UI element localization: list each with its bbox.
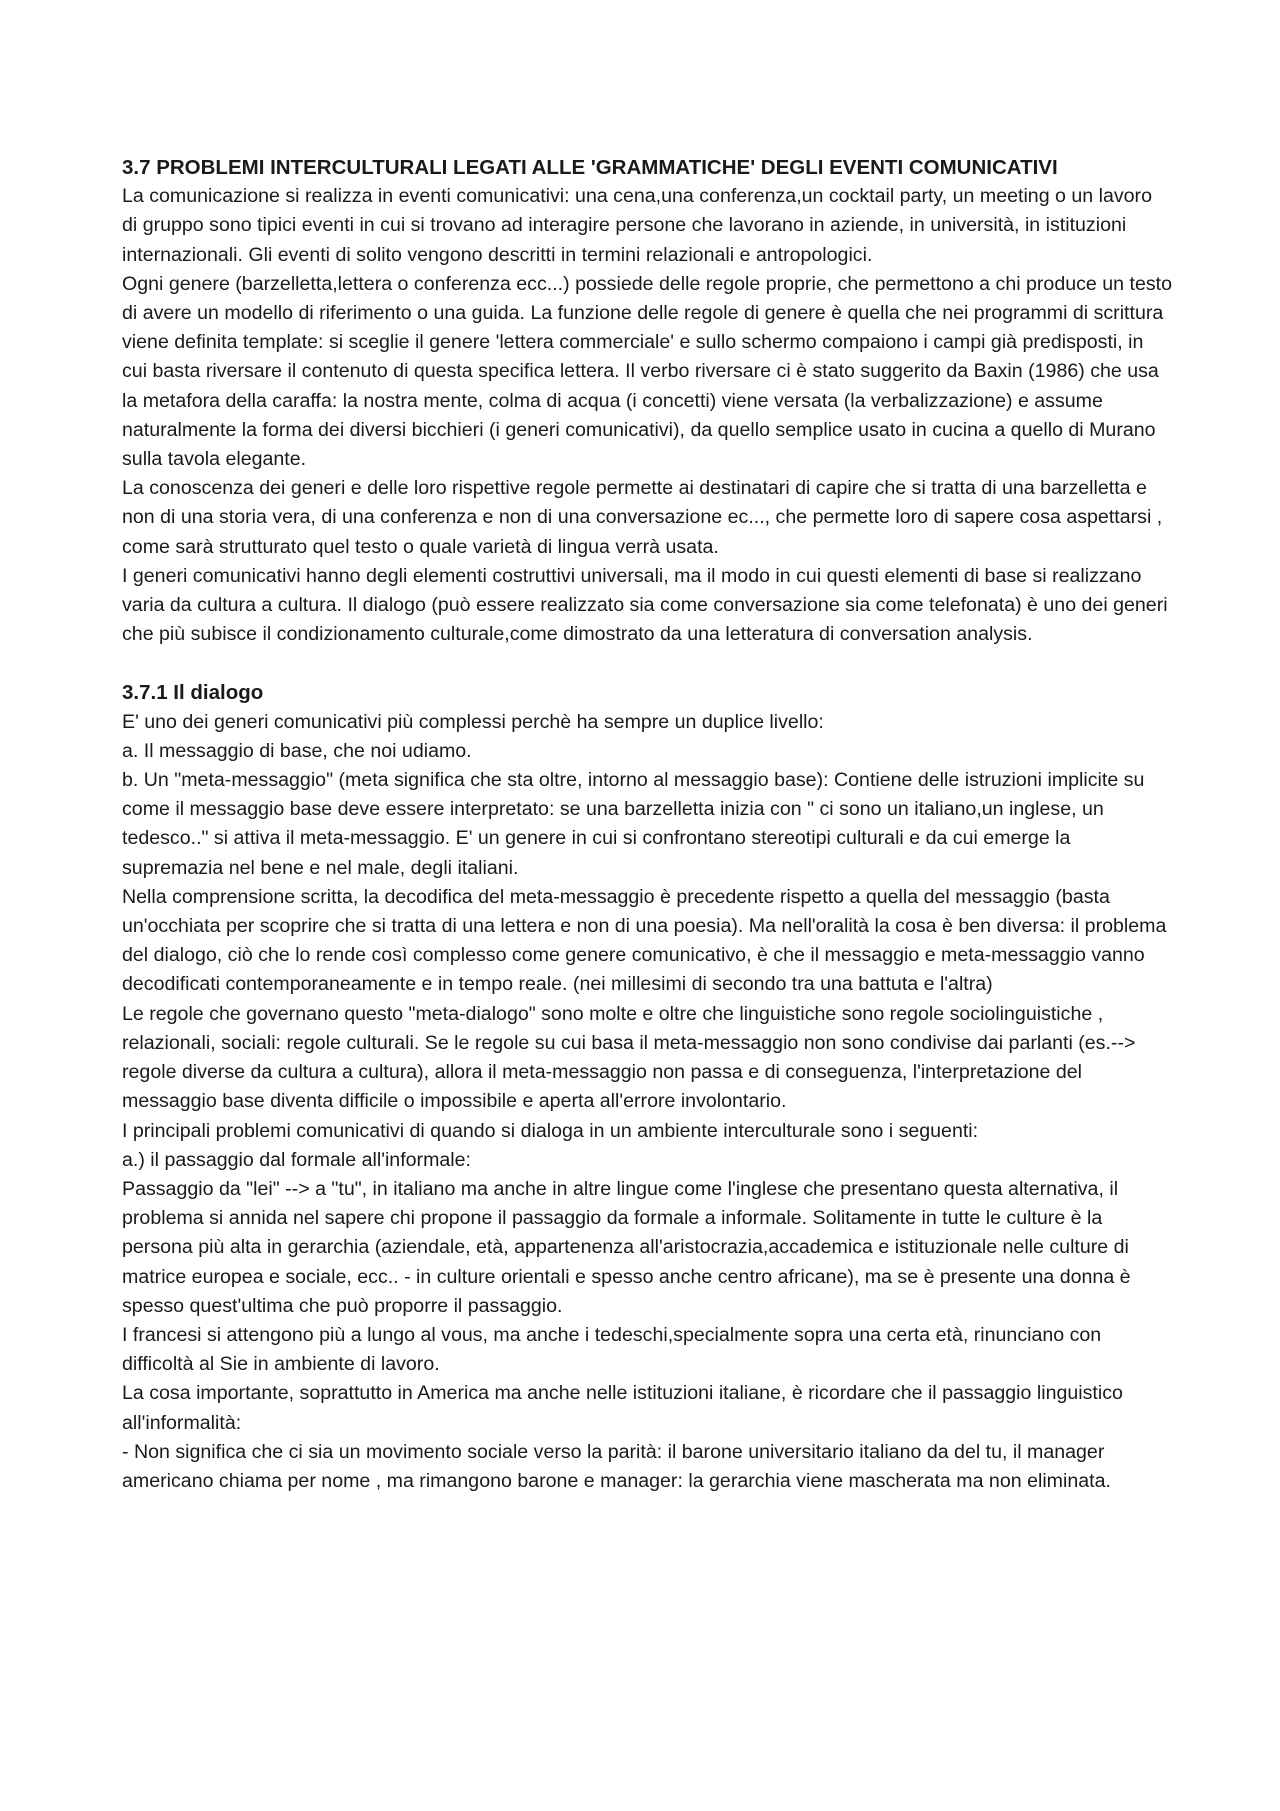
document-page: [122, 153, 1172, 1496]
list-item: - Non significa che ci sia un movimento sociale verso la parità: il barone universitario italiano da del tu, il manager americano chiama per nome , ma rimangono barone e manager: la gerarchia viene mascherata ma non eliminata.: [122, 1440, 1111, 1492]
section-title: 3.7 PROBLEMI INTERCULTURALI LEGATI ALLE 'GRAMMATICHE' DEGLI EVENTI COMUNICATIVI: [122, 156, 1058, 179]
paragraph: Ogni genere (barzelletta,lettera o conferenza ecc...) possiede delle regole proprie, che permettono a chi produce un testo di avere un modello di riferimento o una guida. La funzione delle regole di genere è quella che nei programmi di scrittura viene definita template: si sceglie il genere 'lettera commerciale' e sullo schermo compaiono i campi già predisposti, in cui basta riversare il contenuto di questa specifica lettera. Il verbo riversare ci è stato suggerito da Baxin (1986) che usa la metafora della caraffa: la nostra mente, colma di acqua (i concetti) viene versata (la verbalizzazione) e assume naturalmente la forma dei diversi bicchieri (i generi comunicativi), da quello semplice usato in cucina a quello di Murano sulla tavola elegante.: [122, 272, 1172, 471]
paragraph: La conoscenza dei generi e delle loro rispettive regole permette ai destinatari di capire che si tratta di una barzelletta e non di una storia vera, di una conferenza e non di una conversazione ec..., che permette loro di sapere cosa aspettarsi , come sarà strutturato quel testo o quale varietà di lingua verrà usata.: [122, 477, 1163, 558]
paragraph: I francesi si attengono più a lungo al vous, ma anche i tedeschi,specialmente sopra una certa età, rinunciano con difficoltà al Sie in ambiente di lavoro.: [122, 1323, 1102, 1376]
paragraph: La cosa importante, soprattutto in America ma anche nelle istituzioni italiane, è ricordare che il passaggio linguistico all'informalità:: [122, 1382, 1123, 1434]
paragraph: E' uno dei generi comunicativi più complessi perchè ha sempre un duplice livello:: [122, 710, 824, 733]
paragraph: La comunicazione si realizza in eventi comunicativi: una cena,una conferenza,un cocktail party, un meeting o un lavoro di gruppo sono tipici eventi in cui si trovano ad interagire persone che lavorano in aziende, in università, in istituzioni internazionali. Gli eventi di solito vengono descritti in termini relazionali e antropologici.: [122, 185, 1152, 266]
subsection-title: 3.7.1 Il dialogo: [122, 681, 264, 705]
paragraph: Passaggio da "lei" --> a "tu", in italiano ma anche in altre lingue come l'inglese che presentano questa alternativa, il problema si annida nel sapere chi propone il passaggio da formale a informale. Solitamente in tutte le culture è la persona più alta in gerarchia (aziendale, età, appartenenza all'aristocrazia,accademica e istituzionale nelle culture di matrice europea e sociale, ecc.. - in culture orientali e spesso anche centro africane), ma se è presente una donna è spesso quest'ultima che può proporre il passaggio.: [122, 1177, 1131, 1317]
list-item: a.) il passaggio dal formale all'informale:: [122, 1148, 471, 1171]
list-item: b. Un "meta-messaggio" (meta significa che sta oltre, intorno al messaggio base): Contiene delle istruzioni implicite su come il messaggio base deve essere interpretato: se una barzelletta inizia con " ci sono un italiano,un inglese, un tedesco.." si attiva il meta-messaggio. E' un genere in cui si confrontano stereotipi culturali e da cui emerge la supremazia nel bene e nel male, degli italiani.: [122, 769, 1145, 879]
paragraph: Nella comprensione scritta, la decodifica del meta-messaggio è precedente rispetto a quella del messaggio (basta un'occhiata per scoprire che si tratta di una lettera e non di una poesia). Ma nell'oralità la cosa è ben diversa: il problema del dialogo, ciò che lo rende così complesso come genere comunicativo, è che il messaggio e meta-messaggio vanno decodificati contemporaneamente e in tempo reale. (nei millesimi di secondo tra una battuta e l'altra): [122, 885, 1167, 996]
section-spacer: [122, 649, 1172, 678]
paragraph: Le regole che governano questo "meta-dialogo" sono molte e oltre che linguistiche sono regole sociolinguistiche , relazionali, sociali: regole culturali. Se le regole su cui basa il meta-messaggio non sono condivise dai parlanti (es.--> regole diverse da cultura a cultura), allora il meta-messaggio non passa e di conseguenza, l'interpretazione del messaggio base diventa difficile o impossibile e aperta all'errore involontario.: [122, 1002, 1136, 1113]
list-item: a. Il messaggio di base, che noi udiamo.: [122, 739, 472, 762]
paragraph: I generi comunicativi hanno degli elementi costruttivi universali, ma il modo in cui questi elementi di base si realizzano varia da cultura a cultura. Il dialogo (può essere realizzato sia come conversazione sia come telefonata) è uno dei generi che più subisce il condizionamento culturale,come dimostrato da una letteratura di conversation analysis.: [122, 564, 1168, 646]
paragraph: I principali problemi comunicativi di quando si dialoga in un ambiente interculturale sono i seguenti:: [122, 1119, 979, 1142]
